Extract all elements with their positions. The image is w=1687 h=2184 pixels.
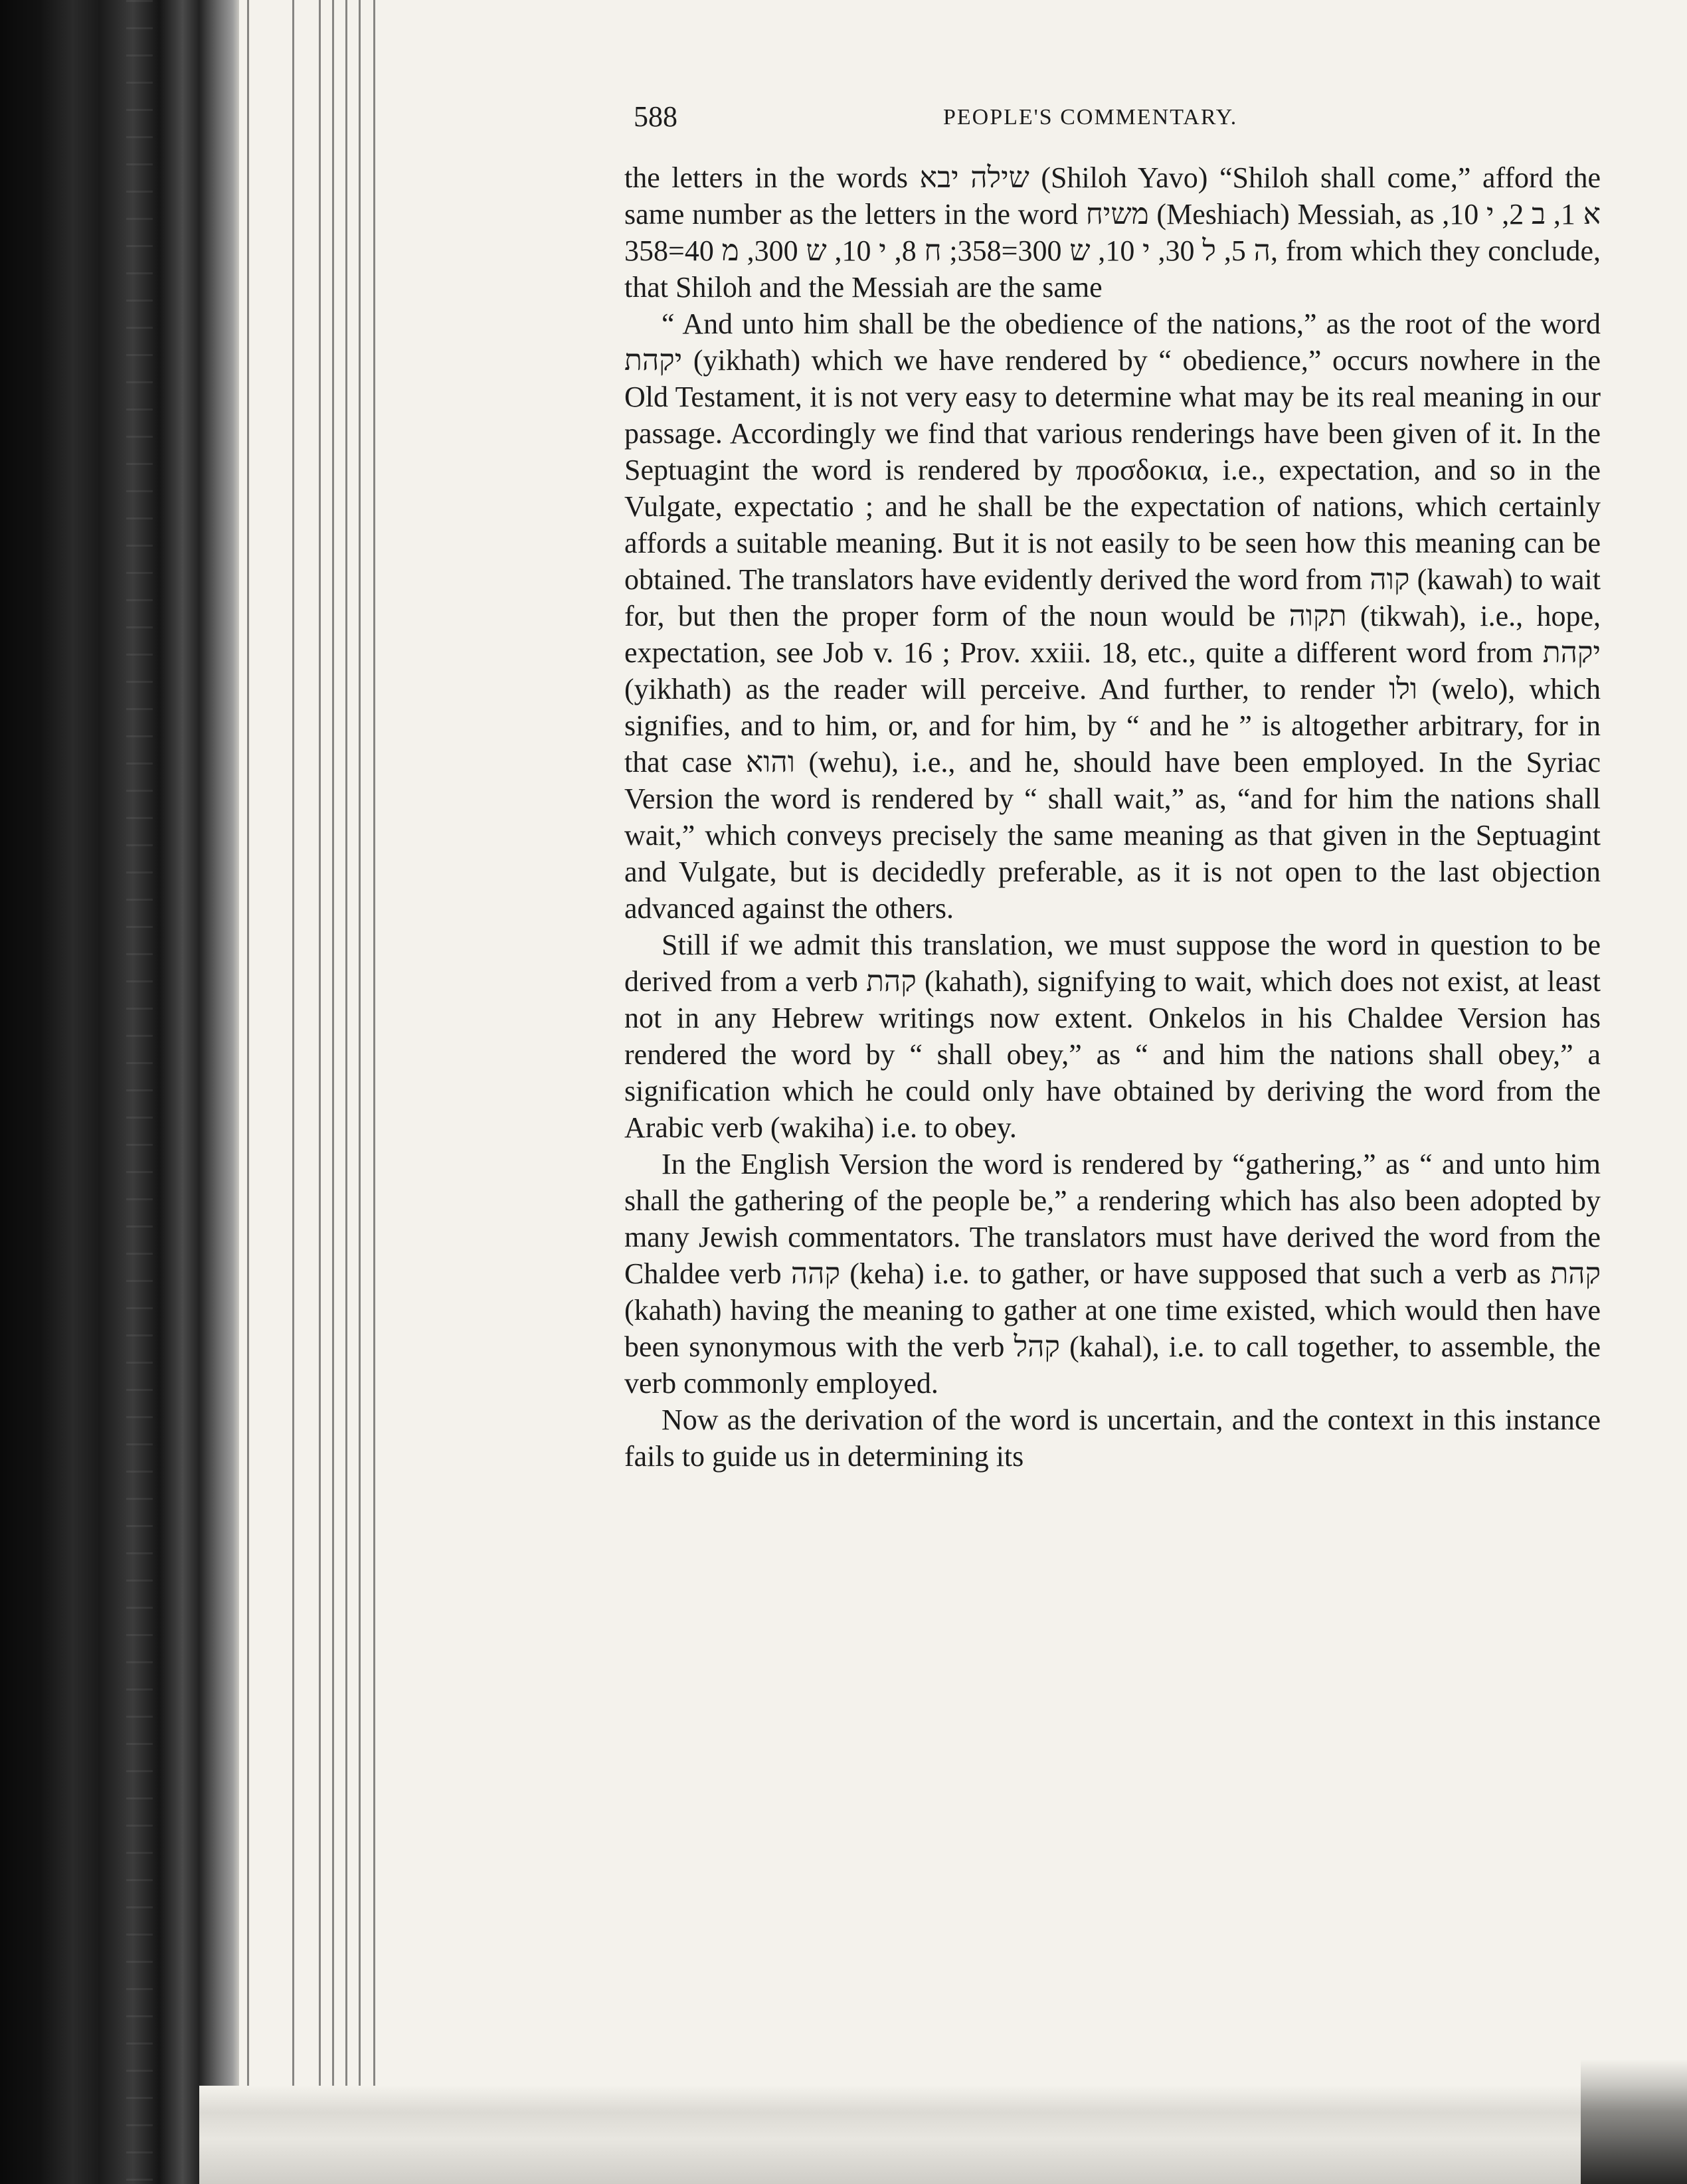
page-edge-line (332, 0, 334, 2184)
running-title: PEOPLE'S COMMENTARY. (943, 105, 1238, 130)
gutter-texture (126, 0, 153, 2184)
page-edge-line (292, 0, 294, 2184)
page-edge-line (247, 0, 249, 2184)
running-head (624, 100, 1601, 139)
paragraph: Now as the derivation of the word is uncertain, and the context in this instance fails to guide us in determining its (624, 1404, 1601, 1473)
binding-gutter (0, 0, 239, 2184)
page-bottom-edge (199, 2086, 1687, 2184)
body-text (624, 159, 1601, 1475)
page-edge-line (319, 0, 321, 2184)
page-edge-line (345, 0, 347, 2184)
paragraph: Still if we admit this translation, we must suppose the word in question to be derived from a verb קהת (kahath), signifying to wait, which does not exist, at least not in any Hebrew writings now extent. Onkelos in his Chaldee Version has rendered the word by “ shall obey,” as “ and him the nations shall obey,” a signification which he could only have obtained by deriving the word from the Arabic verb (wakiha) i.e. to obey. (624, 929, 1601, 1144)
page-number: 588 (634, 100, 677, 133)
page-edge-line (373, 0, 375, 2184)
page-corner-shadow (1581, 2059, 1687, 2184)
paragraph: “ And unto him shall be the obedience of the nations,” as the root of the word יקהת (yikhath) which we have rendered by “ obedience,” occurs nowhere in the Old Testament, it is not very easy to determine what may be its real meaning in our passage. Accordingly we find that various renderings have been given of it. In the Septuagint the word is rendered by προσδοκια, i.e., expectation, and so in the Vulgate, expectatio ; and he shall be the expectation of nations, which certainly affords a suitable meaning. But it is not easily to be seen how this meaning can be obtained. The translators have evidently derived the word from קוה (kawah) to wait for, but then the proper form of the noun would be תקוה (tikwah), i.e., hope, expectation, see Job v. 16 ; Prov. xxiii. 18, etc., quite a different word from יקהת (yikhath) as the reader will perceive. And further, to render ולו (welo), which signifies, and to him, or, and for him, by “ and he ” is altogether arbitrary, for in that case והוא (wehu), i.e., and he, should have been employed. In the Syriac Version the word is rendered by “ shall wait,” as, “and for him the nations shall wait,” which conveys precisely the same meaning as that given in the Septuagint and Vulgate, but is decidedly preferable, as it is not open to the last objection advanced against the others. (624, 308, 1601, 925)
paragraph: the letters in the words שילה יבא (Shiloh Yavo) “Shiloh shall come,” afford the same number as the letters in the word משיח (Meshiach) Messiah, as א 1, ב 2, י 10, ה 5, ל 30, י 10, ש 300=358; ח 8, י 10, ש 300, מ 40=358, from which they conclude, that Shiloh and the Messiah are the same (624, 161, 1601, 304)
page-content (624, 100, 1601, 1475)
page-edge-line (359, 0, 361, 2184)
paragraph: In the English Version the word is rendered by “gathering,” as “ and unto him shall the gathering of the people be,” a rendering which has also been adopted by many Jewish commentators. The translators must have derived the word from the Chaldee verb קהה (keha) i.e. to gather, or have supposed that such a verb as קהת (kahath) having the meaning to gather at one time existed, which would then have been synonymous with the verb קהל (kahal), i.e. to call together, to assemble, the verb commonly employed. (624, 1148, 1601, 1400)
